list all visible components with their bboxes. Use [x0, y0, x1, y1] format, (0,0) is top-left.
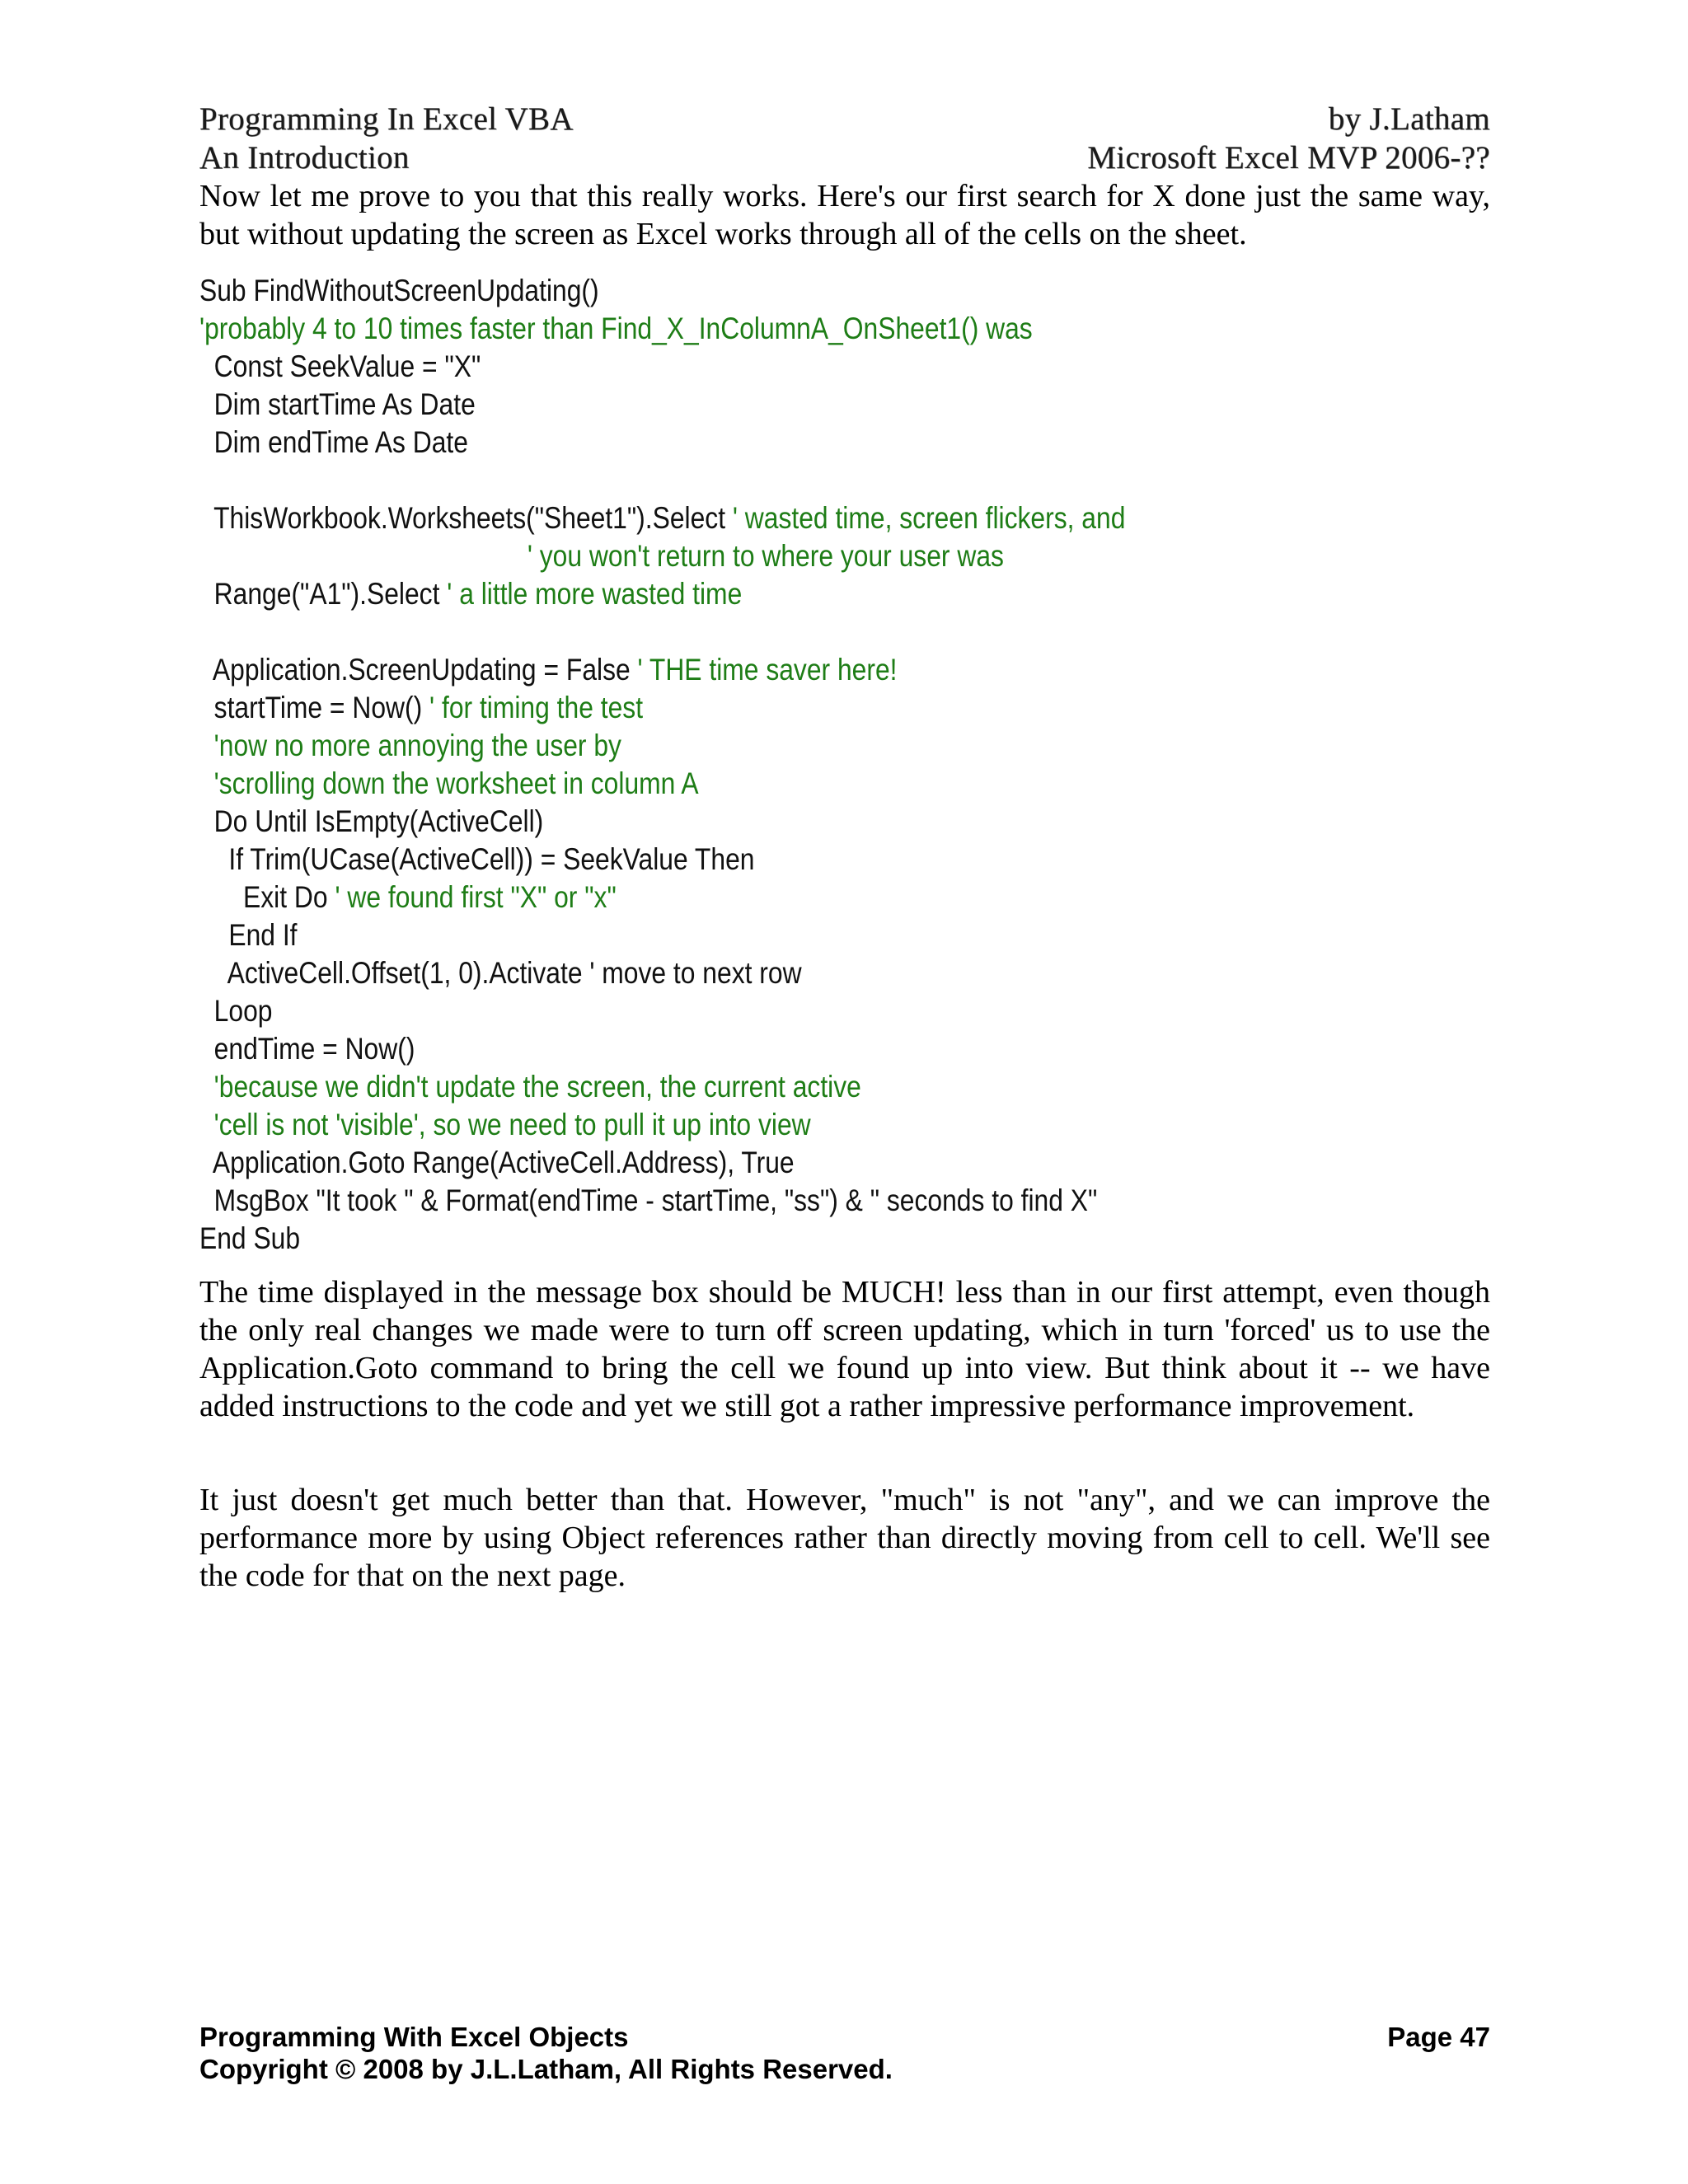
code-text	[199, 766, 214, 800]
code-text: If Trim(UCase(ActiveCell)) = SeekValue Then	[199, 842, 755, 876]
code-line	[199, 424, 1310, 462]
code-comment: ' we found first "X" or "x"	[335, 880, 617, 914]
code-comment: 'now no more annoying the user by	[213, 729, 621, 762]
code-text	[199, 539, 528, 573]
code-text: endTime = Now()	[199, 1032, 415, 1066]
code-text: Const SeekValue = "X"	[199, 349, 481, 383]
code-line	[199, 1144, 1310, 1182]
code-line	[199, 348, 1310, 386]
code-listing	[199, 272, 1310, 1258]
code-line	[199, 992, 1310, 1030]
code-text: Application.Goto Range(ActiveCell.Address), True	[199, 1146, 795, 1179]
code-line	[199, 765, 1310, 803]
code-text: Sub FindWithoutScreenUpdating()	[199, 274, 599, 307]
code-comment: 'probably 4 to 10 times faster than Find_X_InColumnA_OnSheet1() was	[199, 312, 1033, 345]
code-line	[199, 386, 1310, 424]
code-comment: ' THE time saver here!	[637, 653, 898, 687]
code-comment: ' wasted time, screen flickers, and	[732, 501, 1126, 535]
header-author-credential: Microsoft Excel MVP 2006-??	[1087, 140, 1490, 176]
code-line	[199, 575, 1310, 613]
code-text	[199, 1108, 214, 1141]
footer-section-title: Programming With Excel Objects	[199, 2022, 629, 2052]
code-text: Application.ScreenUpdating = False	[199, 653, 638, 687]
body-paragraph-2: It just doesn't get much better than that. However, "much" is not "any", and we can improve the performance more by using Object references rather than directly moving from cell to cell. We'll see the code for that on the next page.	[199, 1483, 1490, 1593]
code-line	[199, 462, 1310, 499]
code-text: startTime = Now()	[199, 691, 430, 724]
code-line	[199, 954, 1310, 992]
code-line	[199, 310, 1310, 348]
code-text: Exit Do	[199, 880, 335, 914]
code-line	[199, 727, 1310, 765]
body-paragraph-1: The time displayed in the message box should be MUCH! less than in our first attempt, even though the only real changes we made were to turn off screen updating, which in turn 'forced' us to use the Application.Goto command to bring the cell we found up into view. But think about it -- we have added instructions to the code and yet we still got a rather impressive performance improvement.	[199, 1275, 1490, 1423]
code-line	[199, 651, 1310, 689]
code-comment: ' you won't return to where your user was	[527, 539, 1004, 573]
code-comment: 'scrolling down the worksheet in column A	[213, 766, 699, 800]
code-comment: ' for timing the test	[429, 691, 644, 724]
code-text: ThisWorkbook.Worksheets("Sheet1").Select	[199, 501, 733, 535]
code-line	[199, 1068, 1310, 1106]
intro-paragraph: Now let me prove to you that this really works. Here's our first search for X done just the same way, but without updating the screen as Excel works through all of the cells on the sheet.	[199, 179, 1490, 251]
code-text: Dim endTime As Date	[199, 425, 468, 459]
code-text: End Sub	[199, 1221, 301, 1255]
header-subtitle: An Introduction	[199, 140, 410, 176]
code-comment: 'because we didn't update the screen, the current active	[213, 1070, 861, 1104]
code-comment: ' a little more wasted time	[447, 577, 743, 611]
code-line	[199, 689, 1310, 727]
code-line	[199, 613, 1310, 651]
code-text: Do Until IsEmpty(ActiveCell)	[199, 804, 544, 838]
code-line	[199, 272, 1310, 310]
code-line	[199, 1106, 1310, 1144]
footer-page-number: Page 47	[1387, 2022, 1490, 2052]
code-text: MsgBox "It took " & Format(endTime - startTime, "ss") & " seconds to find X"	[199, 1183, 1098, 1217]
code-line	[199, 499, 1310, 537]
code-text: End If	[199, 918, 298, 952]
header-author: by J.Latham	[1328, 101, 1490, 137]
code-text: Range("A1").Select	[199, 577, 448, 611]
code-comment: 'cell is not 'visible', so we need to pull it up into view	[213, 1108, 811, 1141]
page-header	[199, 100, 1490, 177]
code-text: ActiveCell.Offset(1, 0).Activate ' move to next row	[199, 956, 802, 990]
code-line	[199, 1182, 1310, 1220]
footer-copyright: Copyright © 2008 by J.L.Latham, All Rights Reserved.	[199, 2054, 893, 2084]
page-footer	[199, 2021, 1490, 2085]
code-text	[199, 729, 214, 762]
code-line	[199, 803, 1310, 841]
code-text	[199, 1070, 214, 1104]
code-text: Loop	[199, 994, 273, 1028]
code-line	[199, 537, 1310, 575]
code-line	[199, 879, 1310, 916]
code-line	[199, 1220, 1310, 1258]
code-line	[199, 841, 1310, 879]
header-book-title: Programming In Excel VBA	[199, 101, 574, 137]
code-text: Dim startTime As Date	[199, 387, 476, 421]
code-line	[199, 1030, 1310, 1068]
code-line	[199, 916, 1310, 954]
